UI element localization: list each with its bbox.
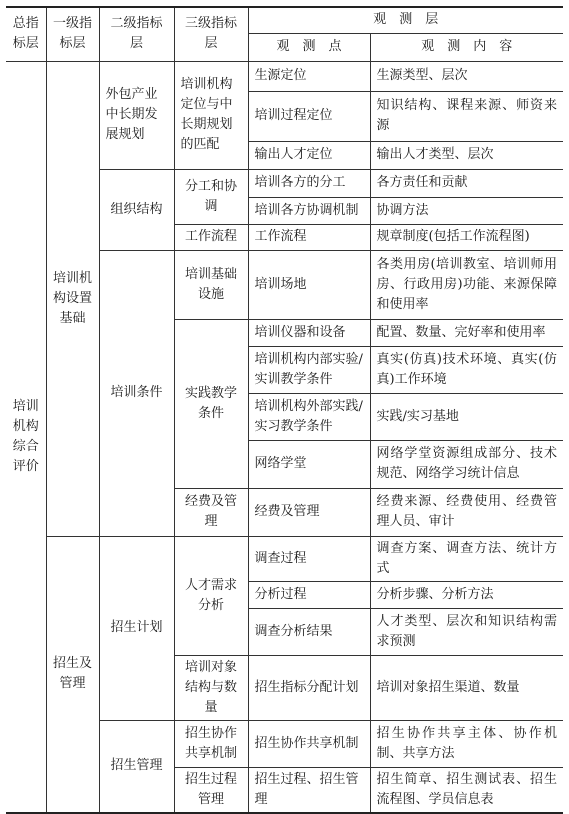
level3-cell: 培训机构定位与中长期规划的匹配	[174, 61, 248, 169]
evaluation-indicator-table	[6, 6, 563, 814]
observation-content-cell: 知识结构、课程来源、师资来源	[370, 91, 563, 141]
observation-point-cell: 工作流程	[248, 224, 370, 250]
total-indicator-cell: 培训机构综合评价	[6, 61, 46, 813]
observation-point-cell: 培训机构外部实践/实习教学条件	[248, 393, 370, 440]
level1-cell: 招生及管理	[46, 536, 99, 813]
observation-point-cell: 生源定位	[248, 61, 370, 91]
observation-content-cell: 生源类型、层次	[370, 61, 563, 91]
level3-cell: 分工和协调	[174, 169, 248, 224]
level3-cell: 培训基础设施	[174, 250, 248, 319]
observation-content-cell: 真实(仿真)技术环境、真实(仿真)工作环境	[370, 346, 563, 393]
level2-cell: 培训条件	[99, 250, 174, 536]
level2-cell: 外包产业中长期发展规划	[99, 61, 174, 169]
level3-cell: 招生协作共享机制	[174, 720, 248, 767]
level1-cell: 培训机构设置基础	[46, 61, 99, 536]
observation-point-cell: 经费及管理	[248, 488, 370, 536]
observation-content-cell: 各类用房(培训教室、培训师用房、行政用房)功能、来源保障和使用率	[370, 250, 563, 319]
observation-content-cell: 分析步骤、分析方法	[370, 581, 563, 608]
observation-point-cell: 培训机构内部实验/实训教学条件	[248, 346, 370, 393]
observation-content-cell: 调查方案、调查方法、统计方式	[370, 536, 563, 581]
observation-content-cell: 协调方法	[370, 197, 563, 224]
header-level3-indicator: 三级指标层	[174, 7, 248, 61]
observation-content-cell: 人才类型、层次和知识结构需求预测	[370, 608, 563, 655]
observation-point-cell: 培训各方的分工	[248, 169, 370, 197]
header-level1-indicator: 一级指标层	[46, 7, 99, 61]
observation-content-cell: 配置、数量、完好率和使用率	[370, 319, 563, 346]
level3-cell: 经费及管理	[174, 488, 248, 536]
observation-content-cell: 规章制度(包括工作流程图)	[370, 224, 563, 250]
level3-cell: 招生过程管理	[174, 767, 248, 813]
observation-point-cell: 培训仪器和设备	[248, 319, 370, 346]
observation-point-cell: 招生指标分配计划	[248, 655, 370, 720]
observation-content-cell: 经费来源、经费使用、经费管理人员、审计	[370, 488, 563, 536]
level3-cell: 培训对象结构与数量	[174, 655, 248, 720]
level3-cell: 实践教学条件	[174, 319, 248, 488]
observation-content-cell: 输出人才类型、层次	[370, 141, 563, 169]
observation-content-cell: 招生协作共享主体、协作机制、共享方法	[370, 720, 563, 767]
observation-point-cell: 调查分析结果	[248, 608, 370, 655]
header-observation-content: 观 测 内 容	[370, 33, 563, 61]
observation-point-cell: 分析过程	[248, 581, 370, 608]
header-level2-indicator: 二级指标层	[99, 7, 174, 61]
observation-content-cell: 网络学堂资源组成部分、技术规范、网络学习统计信息	[370, 440, 563, 488]
observation-content-cell: 招生简章、招生测试表、招生流程图、学员信息表	[370, 767, 563, 813]
observation-content-cell: 实践/实习基地	[370, 393, 563, 440]
observation-point-cell: 招生过程、招生管理	[248, 767, 370, 813]
observation-content-cell: 培训对象招生渠道、数量	[370, 655, 563, 720]
observation-point-cell: 输出人才定位	[248, 141, 370, 169]
observation-point-cell: 培训各方协调机制	[248, 197, 370, 224]
observation-point-cell: 网络学堂	[248, 440, 370, 488]
level3-cell: 人才需求分析	[174, 536, 248, 655]
header-observation-layer: 观 测 层	[248, 7, 563, 33]
header-total-indicator: 总指标层	[6, 7, 46, 61]
header-observation-point: 观 测 点	[248, 33, 370, 61]
level2-cell: 组织结构	[99, 169, 174, 250]
observation-point-cell: 调查过程	[248, 536, 370, 581]
level2-cell: 招生计划	[99, 536, 174, 720]
level2-cell: 招生管理	[99, 720, 174, 813]
observation-point-cell: 培训场地	[248, 250, 370, 319]
observation-content-cell: 各方责任和贡献	[370, 169, 563, 197]
observation-point-cell: 培训过程定位	[248, 91, 370, 141]
level3-cell: 工作流程	[174, 224, 248, 250]
observation-point-cell: 招生协作共享机制	[248, 720, 370, 767]
